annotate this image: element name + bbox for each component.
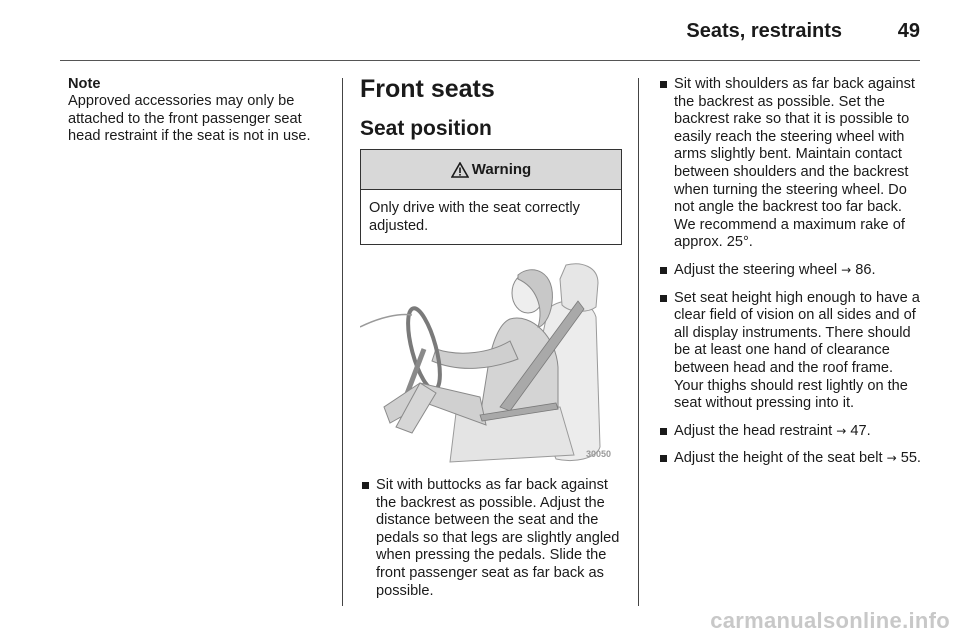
note-text: Approved accessories may only be attached to the front passenger seat head restraint if the seat is not in use. <box>68 93 311 144</box>
warning-text: Only drive with the seat correctly adjusted. <box>369 200 580 234</box>
list-item: Adjust the head restraint → 47. <box>658 423 924 441</box>
bullet-square-icon <box>660 267 667 274</box>
chapter-title: Seats, restraints <box>686 20 842 42</box>
page-reference[interactable]: 47. <box>850 422 871 439</box>
warning-triangle-icon <box>451 162 469 178</box>
column-2 <box>360 76 622 610</box>
bullet-list-col2 <box>360 477 622 600</box>
column-3 <box>658 76 924 478</box>
warning-box <box>360 149 622 245</box>
bullet-square-icon <box>660 295 667 302</box>
section-title: Front seats <box>360 75 495 103</box>
list-item: Sit with buttocks as far back against the backrest as possible. Adjust the distance between the seat and the pedals so that legs are slightly angled when pressing the pedals. Slide the front passenger seat as far back as possible. <box>360 477 622 600</box>
page-reference[interactable]: 55. <box>900 450 921 467</box>
page-reference[interactable]: 86. <box>855 261 876 278</box>
list-item: Set seat height high enough to have a clear field of vision on all sides and of all display instruments. There should be at least one hand of clearance between head and the roof frame. Your thighs should rest lightly on the seat without pressing into it. <box>658 290 924 413</box>
list-item: Sit with shoulders as far back against the backrest as possible. Set the backrest rake so that it is possible to easily reach the steering wheel with arms slightly bent. Maintain contact between shoulders and the backrest when turning the steering wheel. Do not angle the backrest too far back. We recommend a maximum rake of approx. 25°. <box>658 76 924 252</box>
page-number: 49 <box>897 20 920 42</box>
bullet-square-icon <box>660 81 667 88</box>
list-item: Adjust the height of the seat belt → 55. <box>658 450 924 468</box>
seat-position-illustration <box>360 257 622 465</box>
cross-reference-arrow-icon: → <box>836 423 847 438</box>
list-item: Adjust the steering wheel → 86. <box>658 262 924 280</box>
driver-seat-drawing <box>360 257 622 465</box>
cross-reference-arrow-icon: → <box>841 262 852 277</box>
warning-header <box>361 150 621 190</box>
watermark: carmanualsonline.info <box>710 608 950 633</box>
column-divider-2 <box>638 78 639 606</box>
bullet-square-icon <box>660 455 667 462</box>
column-divider-1 <box>342 78 343 606</box>
page-header <box>60 0 920 61</box>
column-1 <box>68 76 330 146</box>
warning-label: Warning <box>471 161 532 178</box>
note-heading: Note <box>68 76 101 92</box>
bullet-square-icon <box>362 482 369 489</box>
figure-number: 30050 <box>586 449 612 459</box>
section-subtitle: Seat position <box>360 117 492 140</box>
bullet-list-col3 <box>658 76 924 468</box>
cross-reference-arrow-icon: → <box>886 451 897 466</box>
bullet-square-icon <box>660 428 667 435</box>
